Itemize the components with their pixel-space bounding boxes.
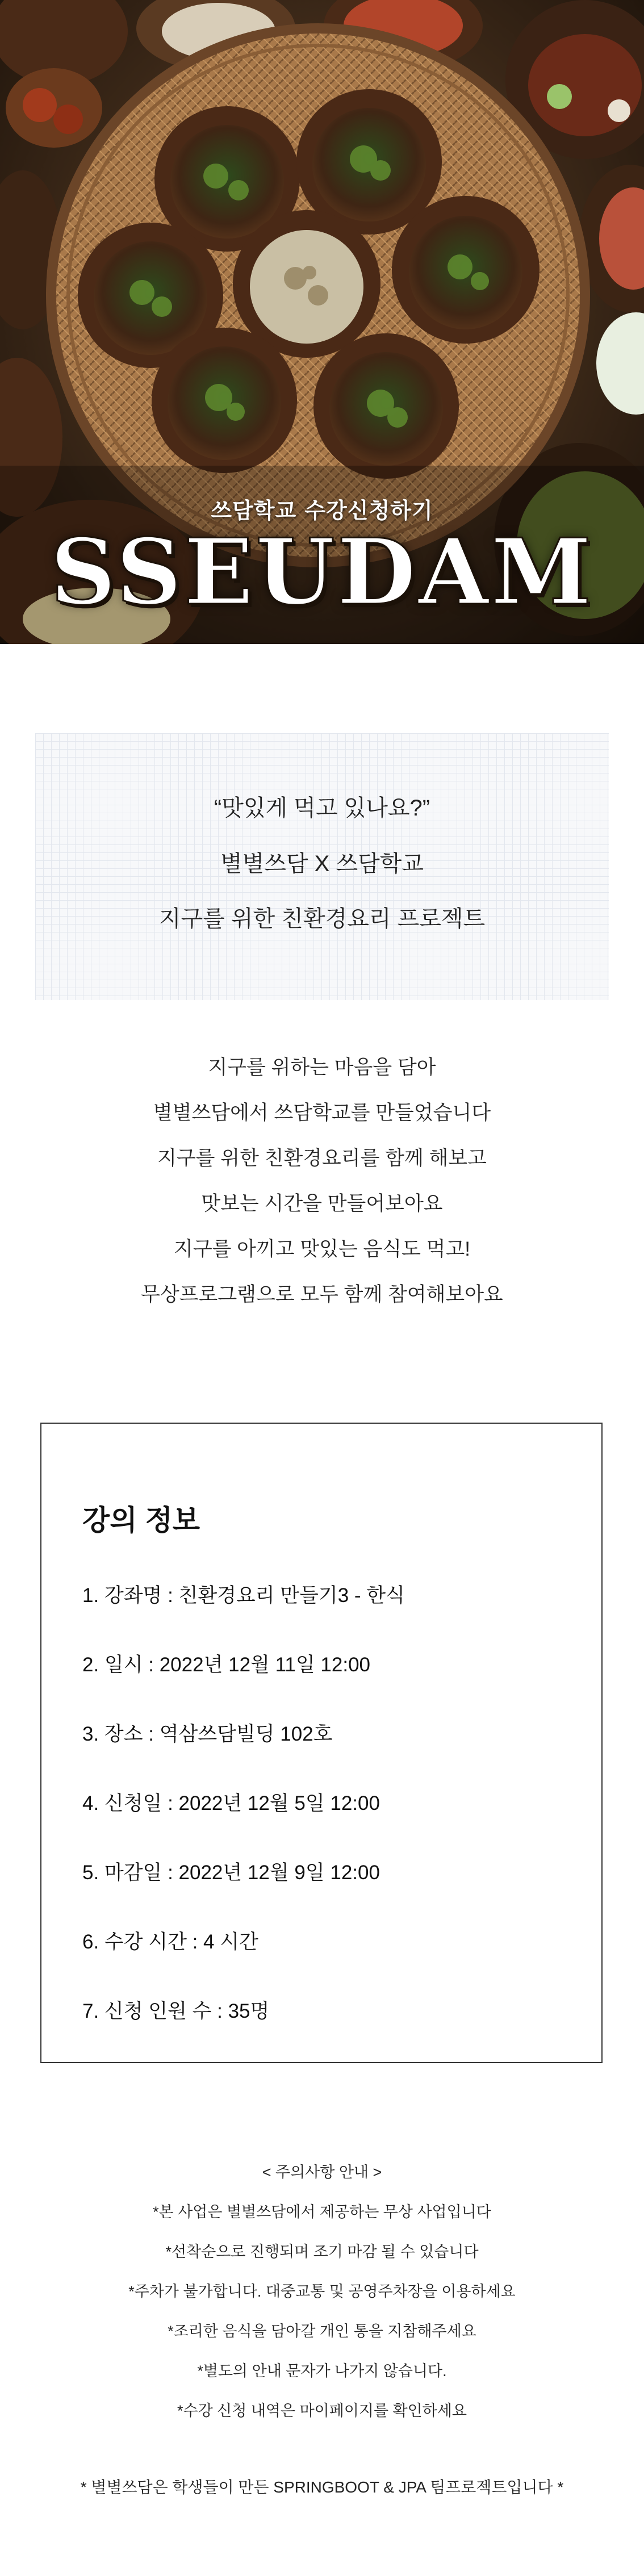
course-date: 2. 일시 : 2022년 12월 11일 12:00 <box>82 1654 371 1676</box>
application-date: 4. 신청일 : 2022년 12월 5일 12:00 <box>82 1792 380 1814</box>
course-location: 3. 장소 : 역삼쓰담빌딩 102호 <box>82 1723 333 1745</box>
course-duration: 6. 수강 시간 : 4 시간 <box>82 1931 258 1953</box>
footer-note: * 별별쓰담은 학생들이 만든 SPRINGBOOT & JPA 팀프로젝트입니다 * <box>80 2478 564 2496</box>
notice-line: *선착순으로 진행되며 조기 마감 될 수 있습니다 <box>165 2243 479 2260</box>
notice-line: *주차가 불가합니다. 대중교통 및 공영주차장을 이용하세요 <box>128 2283 516 2300</box>
hero-title: SSEUDAM <box>50 518 594 625</box>
hero-banner <box>0 0 644 644</box>
course-name: 1. 강좌명 : 친환경요리 만들기3 - 한식 <box>82 1584 405 1607</box>
intro-line: 지구를 위하는 마음을 담아 <box>208 1056 436 1078</box>
notice-line: *별도의 안내 문자가 나가지 않습니다. <box>197 2362 447 2380</box>
course-info-title: 강의 정보 <box>82 1504 200 1536</box>
deadline-date: 5. 마감일 : 2022년 12월 9일 12:00 <box>82 1862 380 1884</box>
intro-line: 무상프로그램으로 모두 함께 참여해보아요 <box>141 1283 503 1306</box>
quote-line: 지구를 위한 친환경요리 프로젝트 <box>158 906 486 931</box>
intro-line: 맛보는 시간을 만들어보아요 <box>201 1193 443 1215</box>
intro-text <box>0 1045 644 1318</box>
notice-line: *수강 신청 내역은 마이페이지를 확인하세요 <box>177 2402 467 2419</box>
notice-line: *조리한 음식을 담아갈 개인 통을 지참해주세요 <box>168 2323 476 2340</box>
quote-line: 별별쓰담 X 쓰담학교 <box>220 851 424 876</box>
intro-line: 지구를 아끼고 맛있는 음식도 먹고! <box>174 1238 470 1260</box>
notice-section <box>0 2152 644 2431</box>
notice-line: *본 사업은 별별쓰담에서 제공하는 무상 사업입니다 <box>153 2203 491 2220</box>
course-capacity: 7. 신청 인원 수 : 35명 <box>82 2000 270 2022</box>
hero-subtitle: 쓰담학교 수강신청하기 <box>211 498 433 523</box>
intro-line: 별별쓰담에서 쓰담학교를 만들었습니다 <box>153 1102 491 1124</box>
intro-line: 지구를 위한 친환경요리를 함께 해보고 <box>157 1147 487 1169</box>
quote-line: “맛있게 먹고 있나요?” <box>214 796 430 821</box>
project-quote-box <box>35 733 609 1000</box>
notice-heading: < 주의사항 안내 > <box>262 2164 382 2181</box>
course-info-box <box>40 1423 603 2063</box>
